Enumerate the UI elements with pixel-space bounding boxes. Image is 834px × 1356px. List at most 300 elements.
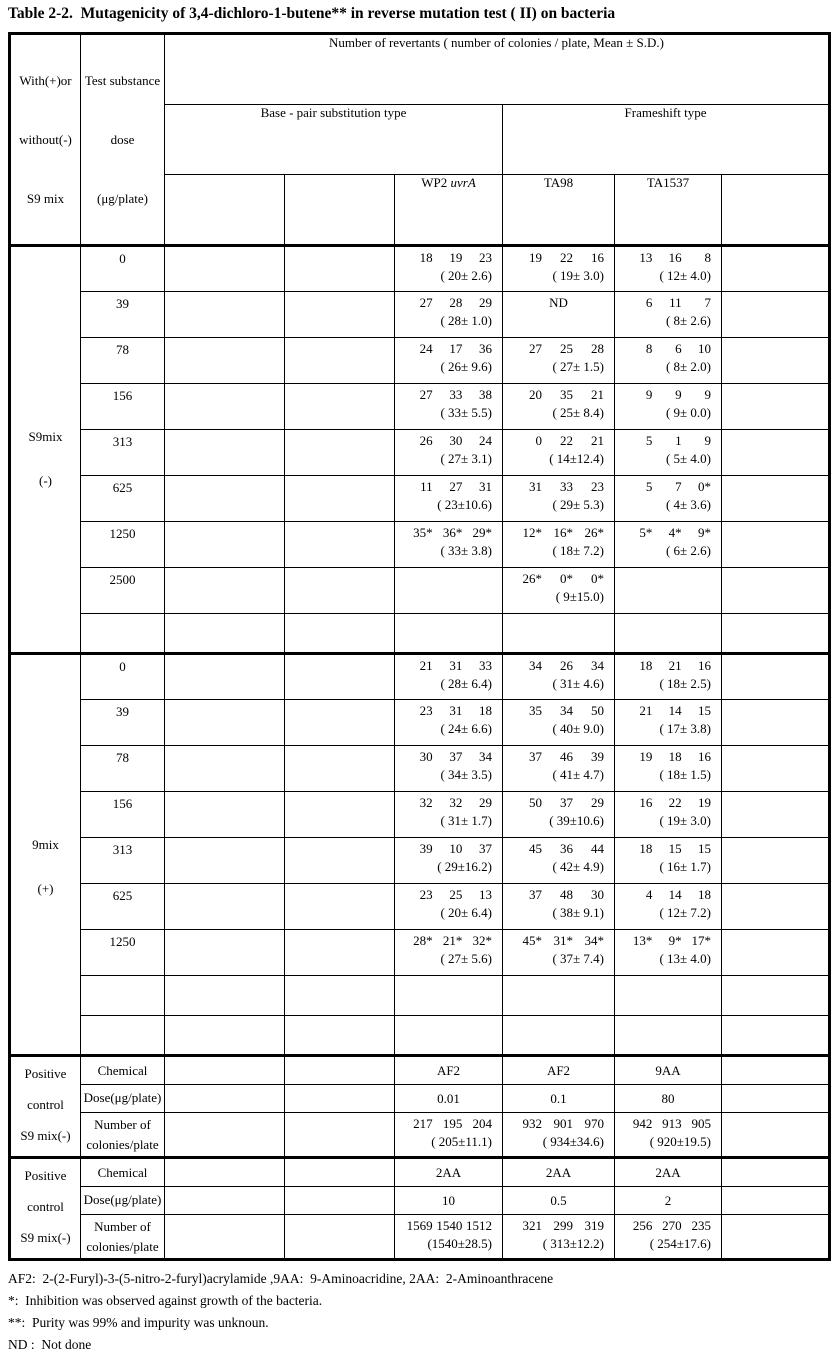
- mean-sd-value: ( 28± 1.0): [440, 313, 492, 328]
- colony-count-value: 14: [668, 703, 682, 718]
- dose-value: 625: [81, 884, 165, 930]
- dose-value: 625: [81, 476, 165, 522]
- revertants-wp2-uvra: [395, 654, 503, 700]
- blank-cell: [165, 568, 285, 614]
- colony-count-value: 8: [645, 341, 653, 356]
- control-dose-value: 0.1: [550, 1091, 567, 1106]
- colony-count-value: 23: [479, 250, 493, 265]
- colony-count-value: 32*: [472, 933, 493, 948]
- control-chemical-ta98: [503, 1056, 615, 1085]
- colony-counts: [503, 1113, 614, 1132]
- colony-counts: [395, 292, 502, 311]
- blank-cell: [165, 838, 285, 884]
- colony-count-value: 18: [639, 658, 653, 673]
- revertants-wp2-uvra: [395, 746, 503, 792]
- colony-counts: [615, 384, 721, 403]
- blank-cell: [722, 522, 830, 568]
- positive-control-label-line: S9 mix(-): [20, 1127, 71, 1143]
- revertants-wp2-uvra: [395, 838, 503, 884]
- colony-count-value: 21: [591, 387, 604, 402]
- colony-count-value: 30: [591, 887, 604, 902]
- blank-cell: [165, 792, 285, 838]
- blank-cell: [285, 338, 395, 384]
- dose-value: 0: [81, 654, 165, 700]
- revertants-ta1537: [615, 568, 722, 614]
- colony-count-value: 27: [529, 341, 542, 356]
- mean-sd-value: ( 18± 2.5): [659, 676, 711, 691]
- colony-counts: [503, 655, 614, 674]
- blank-cell: [165, 614, 285, 654]
- colony-count-value: 50: [591, 703, 604, 718]
- colony-count-value: 256: [632, 1218, 653, 1233]
- blank-cell: [165, 522, 285, 568]
- control-chemical-value: AF2: [546, 1063, 571, 1078]
- revertants-ta1537: [615, 614, 722, 654]
- header-strain-ta1537: TA1537: [615, 175, 722, 246]
- header-strain-wp2-uvra: WP2 uvrA: [395, 175, 503, 246]
- control-chemical-value: 9AA: [655, 1063, 681, 1078]
- colony-count-value: 34: [591, 658, 604, 673]
- table-title: Table 2-2. Mutagenicity of 3,4-dichloro-1-butene** in reverse mutation test ( II) on bacteria: [8, 5, 616, 22]
- dose-value: 0: [81, 246, 165, 292]
- mean-sd-value: ( 8± 2.0): [665, 359, 711, 374]
- dose-value: 1250: [81, 930, 165, 976]
- section-label-s9-plus: [10, 654, 81, 1056]
- mean-sd-value: ( 9±15.0): [555, 589, 604, 604]
- blank-cell: [722, 884, 830, 930]
- colony-count-value: 30: [419, 749, 433, 764]
- revertants-ta1537: [615, 838, 722, 884]
- mean-sd-value: ( 14±12.4): [549, 451, 604, 466]
- positive-control-row: [10, 1215, 830, 1260]
- dose-row: [10, 792, 830, 838]
- dose-value: [81, 1016, 165, 1056]
- colony-count-value: 30: [449, 433, 463, 448]
- colony-count-value: 7: [675, 479, 682, 494]
- blank-cell: [722, 476, 830, 522]
- table-header: [10, 34, 830, 246]
- colony-counts: [395, 930, 502, 949]
- revertants-wp2-uvra: [395, 338, 503, 384]
- revertants-ta98: [503, 568, 615, 614]
- colony-count-value: 14: [668, 887, 682, 902]
- positive-control-label-2: [10, 1158, 81, 1260]
- mean-sd-value: ( 41± 4.7): [552, 767, 604, 782]
- colony-count-value: 9*: [697, 525, 711, 540]
- colony-count-value: 942: [632, 1116, 653, 1131]
- mean-sd-value: ( 31± 1.7): [440, 813, 492, 828]
- colony-count-value: 21*: [442, 933, 463, 948]
- blank-cell: [285, 700, 395, 746]
- control-chemical-ta1537: [615, 1056, 722, 1085]
- colony-counts: [395, 838, 502, 857]
- colony-count-value: 35: [529, 703, 542, 718]
- colony-count-value: 18: [479, 703, 493, 718]
- control-dose-ta1537: [615, 1187, 722, 1215]
- revertants-ta1537: [615, 384, 722, 430]
- colony-count-value: 18: [639, 841, 653, 856]
- colony-count-value: 27: [449, 479, 463, 494]
- control-colonies-ta1537: [615, 1113, 722, 1158]
- colony-counts: [395, 746, 502, 765]
- blank-cell: [165, 384, 285, 430]
- blank-cell: [165, 476, 285, 522]
- mean-sd-value: ( 42± 4.9): [552, 859, 604, 874]
- blank-cell: [285, 1016, 395, 1056]
- control-dose-value: 2: [664, 1193, 672, 1208]
- positive-control-label-line: control: [27, 1096, 64, 1112]
- colony-count-value: 31: [479, 479, 493, 494]
- colony-count-value: 321: [522, 1218, 542, 1233]
- blank-cell: [722, 930, 830, 976]
- colony-count-value: 6: [675, 341, 682, 356]
- revertants-ta98: [503, 976, 615, 1016]
- blank-cell: [165, 930, 285, 976]
- revertants-ta98: [503, 884, 615, 930]
- colonies-label-line: colonies/plate: [86, 1239, 159, 1254]
- colony-counts: [395, 522, 502, 541]
- colony-count-value: 23: [591, 479, 604, 494]
- positive-control-label-1: [10, 1056, 81, 1158]
- dose-value: 2500: [81, 568, 165, 614]
- colony-counts: [615, 430, 721, 449]
- colony-counts: [395, 338, 502, 357]
- mean-sd-value: (1540±28.5): [427, 1236, 492, 1251]
- revertants-ta1537: [615, 746, 722, 792]
- colony-count-value: 15: [668, 841, 682, 856]
- control-dose-value: 80: [661, 1091, 675, 1106]
- colony-count-value: 33: [560, 479, 573, 494]
- blank-cell: [165, 1187, 285, 1215]
- blank-cell: [165, 430, 285, 476]
- colony-count-value: 11: [420, 479, 433, 494]
- revertants-ta1537: [615, 976, 722, 1016]
- revertants-ta98: [503, 792, 615, 838]
- colony-count-value: 932: [522, 1116, 542, 1131]
- control-dose-value: 0.01: [437, 1091, 460, 1106]
- dose-value: 39: [81, 292, 165, 338]
- mean-sd-value: ( 24± 6.6): [440, 721, 492, 736]
- colonies-label: [81, 1113, 164, 1155]
- revertants-wp2-uvra: [395, 430, 503, 476]
- mutagenicity-table: [8, 32, 831, 1261]
- blank-cell: [285, 1056, 395, 1085]
- colony-count-value: 33: [479, 658, 493, 673]
- mean-sd-value: ( 27± 1.5): [552, 359, 604, 374]
- chemical-label: Chemical: [97, 1165, 148, 1180]
- positive-control-label-line: Positive: [24, 1066, 67, 1082]
- colony-counts: [615, 655, 721, 674]
- blank-cell: [165, 1016, 285, 1056]
- colony-count-value: 35*: [413, 525, 433, 540]
- revertants-wp2-uvra: [395, 522, 503, 568]
- colony-count-value: 16: [639, 795, 653, 810]
- blank-cell: [285, 654, 395, 700]
- colonies-label-line: Number of: [94, 1219, 151, 1234]
- blank-cell: [722, 1113, 830, 1158]
- mean-sd-value: ( 19± 3.0): [659, 813, 711, 828]
- mean-sd-value: ( 29± 5.3): [552, 497, 604, 512]
- colony-count-value: 46: [560, 749, 573, 764]
- colony-counts: [503, 568, 614, 587]
- control-chemical-ta98: [503, 1158, 615, 1187]
- revertants-ta98: [503, 246, 615, 292]
- header-revertants: Number of revertants ( number of colonies / plate, Mean ± S.D.): [165, 34, 830, 105]
- section-label-line: S9mix: [28, 429, 63, 445]
- colony-count-value: 16: [697, 658, 711, 673]
- header-test-substance-dose: Test substance dose (μg/plate): [81, 34, 165, 246]
- footnotes: [8, 1268, 834, 1356]
- blank-cell: [285, 476, 395, 522]
- colony-count-value: 19: [449, 250, 463, 265]
- colony-count-value: 16: [591, 250, 604, 265]
- colony-count-value: 319: [584, 1218, 604, 1233]
- control-row-label: [81, 1056, 165, 1085]
- revertants-wp2-uvra: [395, 384, 503, 430]
- blank-cell: [285, 884, 395, 930]
- revertants-ta1537: [615, 338, 722, 384]
- header-blank-strain-1: [165, 175, 285, 246]
- header-frameshift: Frameshift type: [503, 104, 830, 175]
- colony-count-value: 5*: [639, 525, 653, 540]
- positive-control-label-lines: [11, 1057, 80, 1153]
- colony-count-value: 11: [669, 295, 682, 310]
- revertants-ta98: [503, 292, 615, 338]
- colony-count-value: 37: [529, 887, 542, 902]
- colony-count-value: 27: [419, 295, 433, 310]
- colony-count-value: 22: [668, 795, 682, 810]
- colony-count-value: 18: [697, 887, 711, 902]
- dose-value: 313: [81, 838, 165, 884]
- dose-value: 39: [81, 700, 165, 746]
- control-colonies-ta1537: [615, 1215, 722, 1260]
- control-colonies-ta98: [503, 1215, 615, 1260]
- colony-count-value: 25: [449, 887, 463, 902]
- blank-cell: [285, 430, 395, 476]
- colony-count-value: 1540: [436, 1218, 463, 1233]
- dose-row: [10, 246, 830, 292]
- colony-count-value: 16: [697, 749, 711, 764]
- mean-sd-value: ( 27± 5.6): [440, 951, 492, 966]
- revertants-ta1537: [615, 292, 722, 338]
- revertants-ta98: [503, 338, 615, 384]
- control-chemical-ta1537: [615, 1158, 722, 1187]
- control-chemical-wp2: [395, 1158, 503, 1187]
- revertants-ta1537: [615, 1016, 722, 1056]
- revertants-ta98: [503, 522, 615, 568]
- colony-count-value: 1512: [466, 1218, 493, 1233]
- colony-count-value: 28: [591, 341, 604, 356]
- colony-count-value: 32: [449, 795, 463, 810]
- blank-cell: [165, 746, 285, 792]
- section-label-line: (-): [39, 472, 52, 488]
- colony-count-value: 44: [591, 841, 604, 856]
- colony-count-value: 29*: [472, 525, 493, 540]
- colony-count-value: 23: [419, 887, 433, 902]
- positive-control-row: [10, 1158, 830, 1187]
- revertants-ta98: [503, 838, 615, 884]
- mean-sd-value: ( 5± 4.0): [665, 451, 711, 466]
- colony-count-value: 9: [645, 387, 653, 402]
- dose-value: 78: [81, 338, 165, 384]
- colony-count-value: 45: [529, 841, 542, 856]
- dose-value: 1250: [81, 522, 165, 568]
- mean-sd-value: ( 19± 3.0): [552, 268, 604, 283]
- blank-cell: [285, 838, 395, 884]
- colony-count-value: 270: [662, 1218, 682, 1233]
- colony-count-value: 48: [560, 887, 573, 902]
- dose-value: 78: [81, 746, 165, 792]
- mean-sd-value: ( 38± 9.1): [552, 905, 604, 920]
- mean-sd-value: ( 20± 2.6): [440, 268, 492, 283]
- colony-count-value: 34: [560, 703, 573, 718]
- colony-count-value: 29: [479, 795, 493, 810]
- colony-count-value: 37: [449, 749, 463, 764]
- control-colonies-ta98: [503, 1113, 615, 1158]
- mean-sd-value: ( 31± 4.6): [552, 676, 604, 691]
- colony-count-value: 4: [645, 887, 653, 902]
- colony-count-value: 26: [560, 658, 573, 673]
- control-row-label: [81, 1085, 165, 1113]
- colony-count-value: 37: [560, 795, 573, 810]
- colony-count-value: 19: [529, 250, 542, 265]
- colony-counts: [503, 838, 614, 857]
- mean-sd-value: ( 23±10.6): [437, 497, 492, 512]
- colony-counts: [395, 1113, 502, 1132]
- colony-counts: [615, 476, 721, 495]
- section-label-line: 9mix: [32, 837, 59, 853]
- blank-cell: [722, 338, 830, 384]
- header-blank-strain-2: [285, 175, 395, 246]
- blank-cell: [285, 930, 395, 976]
- colony-count-value: 21: [419, 658, 433, 673]
- colony-count-value: 15: [697, 841, 711, 856]
- blank-cell: [722, 700, 830, 746]
- colony-count-value: 20: [529, 387, 542, 402]
- dose-label: Dose(μg/plate): [83, 1090, 162, 1105]
- footnote-line: **: Purity was 99% and impurity was unknoun.: [8, 1315, 269, 1330]
- control-chemical-value: 2AA: [545, 1165, 572, 1180]
- control-dose-value: 0.5: [550, 1193, 567, 1208]
- control-row-label: [81, 1158, 165, 1187]
- blank-cell: [722, 1056, 830, 1085]
- mean-sd-value: ( 39±10.6): [549, 813, 604, 828]
- colony-count-value: 17*: [691, 933, 711, 948]
- revertants-ta98: [503, 430, 615, 476]
- colony-count-value: 10: [449, 841, 463, 856]
- blank-cell: [165, 246, 285, 292]
- mean-sd-value: ( 33± 5.5): [440, 405, 492, 420]
- revertants-ta1537: [615, 792, 722, 838]
- section-label-lines: [11, 247, 80, 643]
- colony-count-value: 5: [645, 479, 653, 494]
- blank-cell: [285, 614, 395, 654]
- control-dose-wp2: [395, 1085, 503, 1113]
- colony-count-value: 31*: [553, 933, 573, 948]
- mean-sd-value: ( 33± 3.8): [440, 543, 492, 558]
- revertants-ta98: [503, 930, 615, 976]
- revertants-ta1537: [615, 700, 722, 746]
- blank-cell: [722, 614, 830, 654]
- blank-cell: [165, 1113, 285, 1158]
- dose-value: [81, 614, 165, 654]
- colony-count-value: 21: [668, 658, 682, 673]
- mean-sd-value: ( 40± 9.0): [552, 721, 604, 736]
- blank-cell: [285, 568, 395, 614]
- colony-count-value: 8: [704, 250, 711, 265]
- blank-cell: [722, 654, 830, 700]
- mean-sd-value: ( 26± 9.6): [440, 359, 492, 374]
- blank-cell: [165, 976, 285, 1016]
- mean-sd-value: ( 34± 3.5): [440, 767, 492, 782]
- colony-count-value: 18: [668, 749, 682, 764]
- blank-cell: [165, 338, 285, 384]
- colony-counts: [615, 292, 721, 311]
- colony-counts: [503, 884, 614, 903]
- colony-count-value: 26: [419, 433, 433, 448]
- colony-count-value: 34*: [584, 933, 604, 948]
- control-dose-wp2: [395, 1187, 503, 1215]
- colony-count-value: 0*: [560, 571, 573, 586]
- colony-count-value: 33: [449, 387, 463, 402]
- colony-count-value: 13*: [632, 933, 653, 948]
- colony-count-value: 18: [419, 250, 433, 265]
- mean-sd-value: ( 12± 4.0): [659, 268, 711, 283]
- dose-row: [10, 976, 830, 1016]
- mean-sd-value: ( 18± 1.5): [659, 767, 711, 782]
- dose-row: [10, 746, 830, 792]
- blank-cell: [722, 1215, 830, 1260]
- colony-counts: [615, 1113, 721, 1132]
- positive-control-row: [10, 1113, 830, 1158]
- section-label-lines: [11, 655, 80, 1051]
- colony-counts: [395, 655, 502, 674]
- colony-count-value: 38: [479, 387, 493, 402]
- colony-count-value: 32: [419, 795, 433, 810]
- colony-count-value: 31: [449, 703, 463, 718]
- header-strain-ta98: TA98: [503, 175, 615, 246]
- positive-control-label-line: control: [27, 1198, 64, 1214]
- mean-sd-value: ( 17± 3.8): [659, 721, 711, 736]
- colony-count-value: 21: [591, 433, 604, 448]
- table-body: [10, 246, 830, 1260]
- blank-cell: [285, 1215, 395, 1260]
- blank-cell: [722, 1016, 830, 1056]
- dose-row: [10, 430, 830, 476]
- revertants-ta98: [503, 746, 615, 792]
- colony-counts: [615, 792, 721, 811]
- colony-count-value: 19: [697, 795, 711, 810]
- colony-count-value: 22: [560, 433, 573, 448]
- dose-row: [10, 568, 830, 614]
- colony-counts: [615, 746, 721, 765]
- colony-counts: [615, 338, 721, 357]
- blank-cell: [722, 1085, 830, 1113]
- control-colonies-wp2: [395, 1113, 503, 1158]
- blank-cell: [722, 1187, 830, 1215]
- colony-count-value: 6: [645, 295, 653, 310]
- dose-row: [10, 1016, 830, 1056]
- chemical-label: Chemical: [97, 1063, 148, 1078]
- dose-value: 313: [81, 430, 165, 476]
- colony-counts: [503, 476, 614, 495]
- mean-sd-value: ( 6± 2.6): [665, 543, 711, 558]
- revertants-ta1537: [615, 246, 722, 292]
- mean-sd-value: ( 18± 7.2): [552, 543, 604, 558]
- dose-row: [10, 700, 830, 746]
- colony-count-value: 9: [704, 387, 711, 402]
- positive-control-label-line: Positive: [24, 1168, 67, 1184]
